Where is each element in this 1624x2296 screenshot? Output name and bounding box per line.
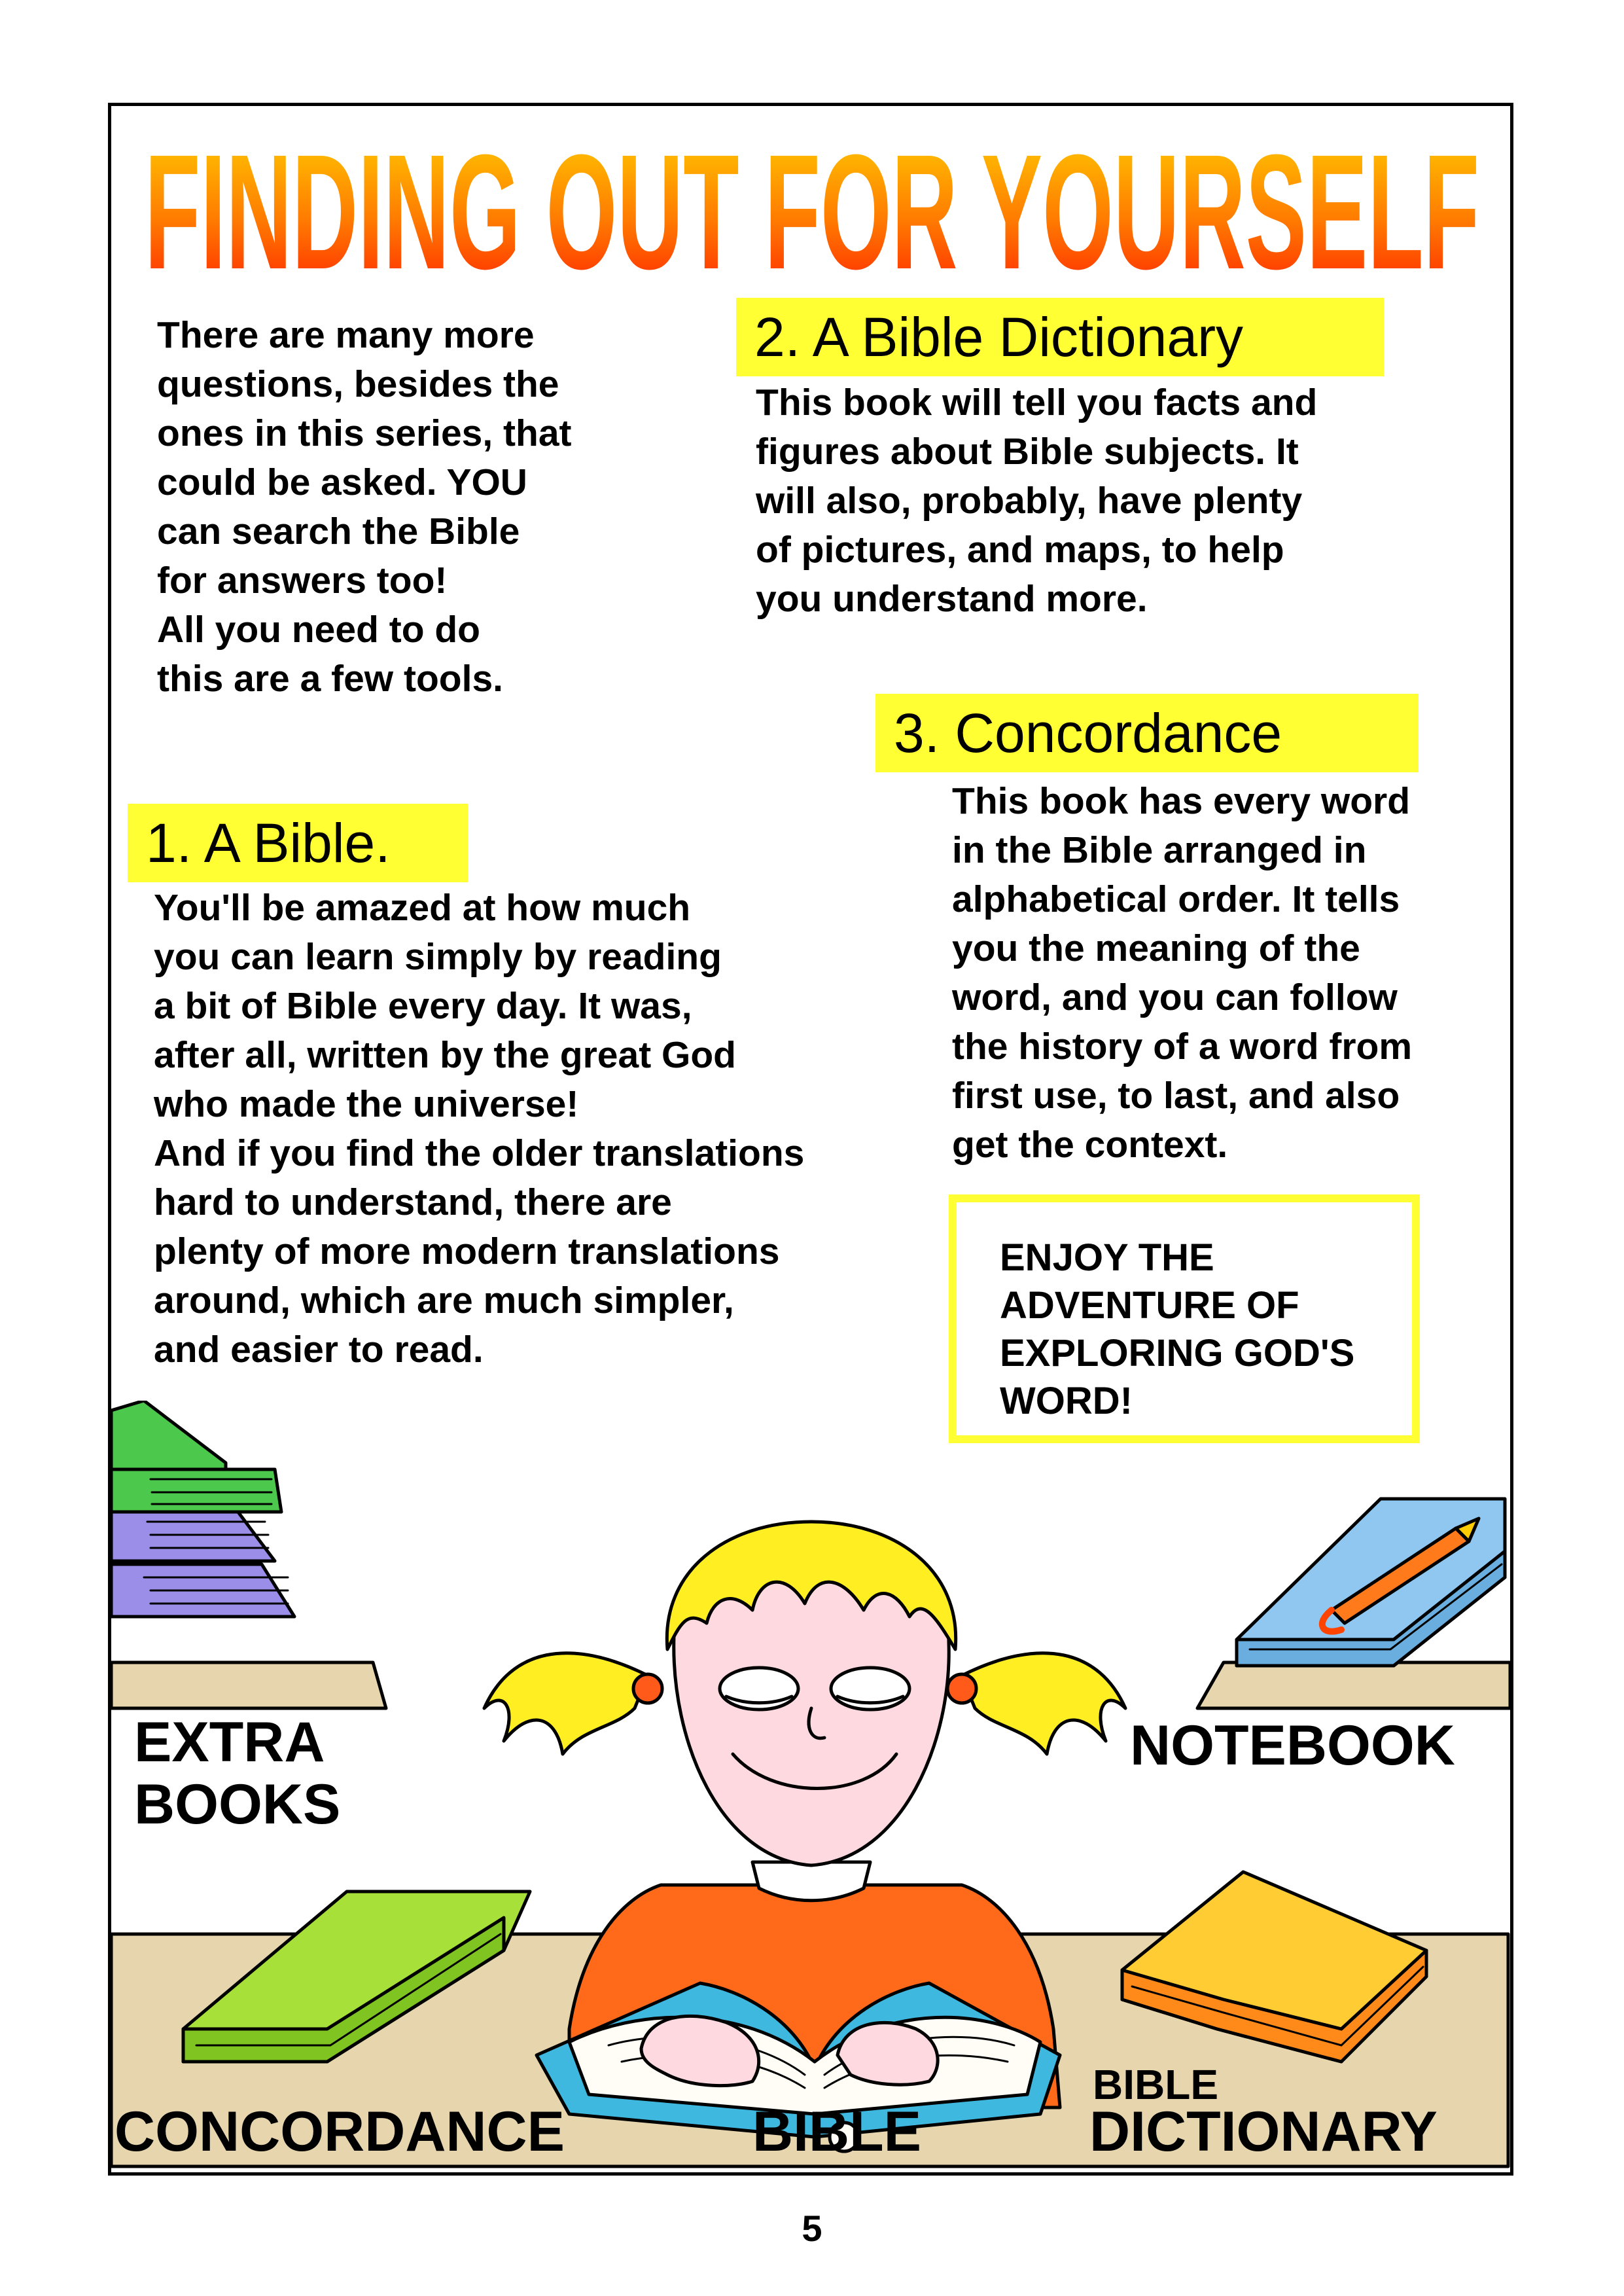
concordance-line: get the context. <box>952 1124 1228 1166</box>
girl-icon <box>484 1522 1125 2151</box>
left-shelf <box>111 1662 386 1708</box>
concordance-line: alphabetical order. It tells <box>952 878 1400 920</box>
intro-line: can search the Bible <box>157 511 520 552</box>
concordance-line: This book has every word <box>952 780 1411 822</box>
intro-line: this are a few tools. <box>157 658 503 700</box>
bible-label: BIBLE <box>752 2100 921 2163</box>
bible-line: You'll be amazed at how much <box>154 887 691 929</box>
bible-dictionary-label-top: BIBLE <box>1093 2061 1218 2108</box>
intro-line: ones in this series, that <box>157 412 572 454</box>
page-title-graphic <box>132 128 1492 291</box>
intro-line: could be asked. YOU <box>157 461 527 503</box>
bible-line: around, which are much simpler, <box>154 1280 734 1321</box>
enjoy-line: ADVENTURE OF <box>1000 1284 1299 1327</box>
bible-dictionary-label-bottom: DICTIONARY <box>1089 2100 1438 2163</box>
extra-books-label-line: BOOKS <box>134 1773 341 1836</box>
bible-heading: 1. A Bible. <box>128 804 468 882</box>
dictionary-line: figures about Bible subjects. It <box>756 431 1299 473</box>
intro-line: questions, besides the <box>157 363 559 405</box>
concordance-heading: 3. Concordance <box>875 694 1419 772</box>
bible-line: And if you find the older translations <box>154 1132 805 1174</box>
enjoy-line: WORD! <box>1000 1380 1133 1422</box>
bible-line: plenty of more modern translations <box>154 1230 780 1272</box>
bible-paragraph <box>154 884 804 1374</box>
bible-line: after all, written by the great God <box>154 1034 736 1076</box>
extra-books-label <box>134 1712 340 1836</box>
intro-line: for answers too! <box>157 560 448 601</box>
concordance-line: you the meaning of the <box>952 927 1360 969</box>
dictionary-line: This book will tell you facts and <box>756 382 1318 423</box>
bible-line: and easier to read. <box>154 1329 484 1371</box>
notebook-icon <box>1237 1499 1505 1666</box>
enjoy-line: EXPLORING GOD'S <box>1000 1332 1355 1374</box>
bible-line: a bit of Bible every day. It was, <box>154 985 692 1027</box>
dictionary-line: of pictures, and maps, to help <box>756 529 1284 571</box>
right-shelf <box>1197 1662 1510 1708</box>
concordance-label: CONCORDANCE <box>115 2100 565 2163</box>
bible-line: who made the universe! <box>154 1083 579 1125</box>
notebook-label: NOTEBOOK <box>1130 1714 1455 1777</box>
extra-books-icon <box>111 1401 294 1617</box>
intro-line: All you need to do <box>157 609 480 651</box>
dictionary-line: will also, probably, have plenty <box>756 480 1303 522</box>
intro-paragraph <box>157 311 572 704</box>
concordance-line: first use, to last, and also <box>952 1075 1400 1117</box>
enjoy-line: ENJOY THE <box>1000 1236 1214 1279</box>
dictionary-paragraph <box>756 378 1317 624</box>
bible-line: you can learn simply by reading <box>154 936 722 978</box>
intro-line: There are many more <box>157 314 535 356</box>
page-number: 5 <box>802 2208 822 2249</box>
page-title <box>0 128 1624 291</box>
concordance-line: in the Bible arranged in <box>952 829 1367 871</box>
dictionary-line: you understand more. <box>756 578 1148 620</box>
bible-line: hard to understand, there are <box>154 1181 672 1223</box>
concordance-paragraph <box>952 777 1412 1170</box>
concordance-line: the history of a word from <box>952 1026 1413 1067</box>
page-title-text: FINDING OUT FOR YOURSELF <box>145 128 1479 291</box>
dictionary-heading: 2. A Bible Dictionary <box>736 298 1384 376</box>
extra-books-label-line: EXTRA <box>134 1711 325 1774</box>
concordance-line: word, and you can follow <box>952 977 1398 1018</box>
